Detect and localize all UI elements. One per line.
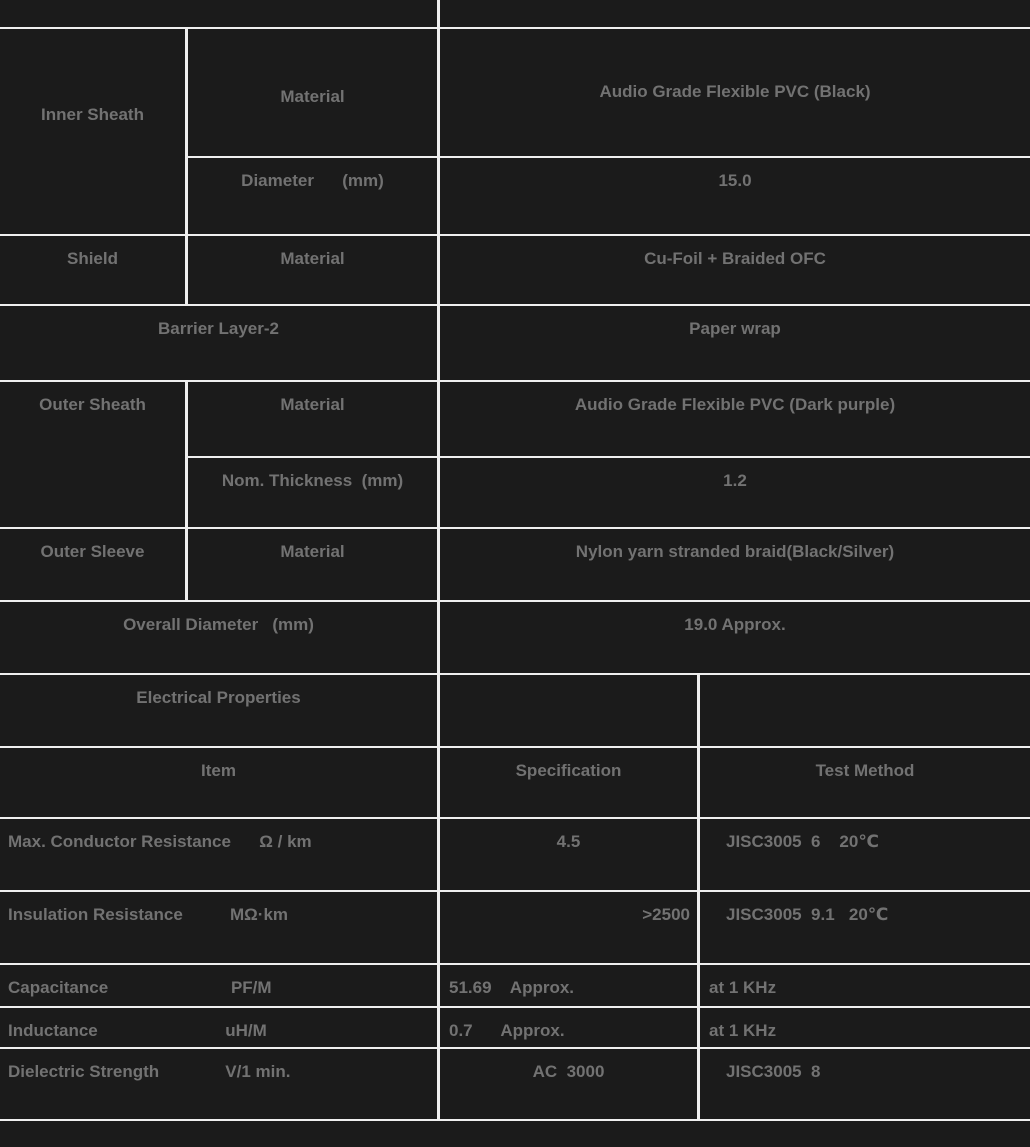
top-partial-right-cell bbox=[437, 0, 1030, 27]
barrier-layer-2-value: Paper wrap bbox=[437, 306, 1030, 380]
table-row-overall-diameter bbox=[0, 600, 1030, 673]
section-inner-sheath bbox=[0, 27, 1030, 234]
table-row-dielectric-strength bbox=[0, 1047, 1030, 1119]
max-conductor-resistance-test-method: JISC3005 6 20℃ bbox=[697, 819, 1030, 890]
electrical-properties-title: Electrical Properties bbox=[136, 688, 301, 707]
table-row-top-partial bbox=[0, 0, 1030, 27]
table-row-inductance bbox=[0, 1006, 1030, 1047]
capacitance-test-method: at 1 KHz bbox=[697, 965, 1030, 1006]
inner-sheath-material-value bbox=[437, 29, 1030, 156]
column-header-test-method: Test Method bbox=[697, 748, 1030, 817]
section-outer-sheath bbox=[0, 380, 1030, 527]
inner-sheath-material-line1: Audio Grade Flexible PVC (Black) bbox=[599, 82, 871, 101]
dielectric-strength-test-method: JISC3005 8 bbox=[697, 1049, 1030, 1119]
outer-sheath-label: Outer Sheath bbox=[39, 395, 146, 414]
inner-sheath-diameter-label: Diameter (mm) bbox=[185, 156, 437, 234]
top-partial-left-cell bbox=[0, 0, 437, 27]
table-row-max-conductor-resistance bbox=[0, 817, 1030, 890]
inductance-test-method: at 1 KHz bbox=[697, 1008, 1030, 1047]
table-bottom-edge bbox=[0, 1119, 1030, 1123]
insulation-resistance-item: Insulation Resistance MΩ·km bbox=[8, 905, 289, 924]
inner-sheath-label: Inner Sheath bbox=[41, 105, 144, 124]
outer-sheath-material-value: Audio Grade Flexible PVC (Dark purple) bbox=[437, 382, 1030, 456]
capacitance-item: Capacitance PF/M bbox=[8, 978, 272, 997]
shield-label: Shield bbox=[66, 249, 118, 268]
capacitance-spec: 51.69 Approx. bbox=[437, 965, 697, 1006]
outer-sleeve-material-label: Material bbox=[185, 529, 437, 600]
shield-material-label: Material bbox=[185, 236, 437, 304]
inductance-item: Inductance uH/M bbox=[8, 1021, 267, 1040]
insulation-resistance-test-method: JISC3005 9.1 20℃ bbox=[697, 892, 1030, 963]
table-row-electrical-properties bbox=[0, 673, 1030, 746]
dielectric-strength-spec: AC 3000 bbox=[437, 1049, 697, 1119]
outer-sheath-thickness-label: Nom. Thickness (mm) bbox=[185, 456, 437, 527]
electrical-properties-empty-2 bbox=[697, 675, 1030, 746]
outer-sleeve-material-value: Nylon yarn stranded braid(Black/Silver) bbox=[437, 529, 1030, 600]
table-row-outer-sleeve bbox=[0, 527, 1030, 600]
dielectric-strength-item: Dielectric Strength V/1 min. bbox=[8, 1062, 291, 1081]
inner-sheath-diameter-value: 15.0 bbox=[437, 156, 1030, 234]
max-conductor-resistance-item: Max. Conductor Resistance Ω / km bbox=[8, 832, 312, 851]
table-row-electrical-header bbox=[0, 746, 1030, 817]
table-row-capacitance bbox=[0, 963, 1030, 1006]
table-row-barrier-layer-2 bbox=[0, 304, 1030, 380]
barrier-layer-2-label: Barrier Layer-2 bbox=[158, 319, 279, 338]
max-conductor-resistance-spec: 4.5 bbox=[437, 819, 697, 890]
table-row-insulation-resistance bbox=[0, 890, 1030, 963]
outer-sleeve-label: Outer Sleeve bbox=[40, 542, 145, 561]
outer-sheath-thickness-value: 1.2 bbox=[437, 456, 1030, 527]
overall-diameter-value: 19.0 Approx. bbox=[437, 602, 1030, 673]
column-header-item: Item bbox=[201, 761, 236, 780]
overall-diameter-label: Overall Diameter (mm) bbox=[123, 615, 314, 634]
electrical-properties-empty-1 bbox=[437, 675, 697, 746]
inner-sheath-material-label: Material bbox=[185, 29, 437, 156]
column-header-specification: Specification bbox=[437, 748, 697, 817]
shield-material-value: Cu-Foil + Braided OFC bbox=[437, 236, 1030, 304]
table-row-shield bbox=[0, 234, 1030, 304]
insulation-resistance-spec: >2500 bbox=[437, 892, 697, 963]
inductance-spec: 0.7 Approx. bbox=[437, 1008, 697, 1047]
outer-sheath-material-label: Material bbox=[185, 382, 437, 456]
